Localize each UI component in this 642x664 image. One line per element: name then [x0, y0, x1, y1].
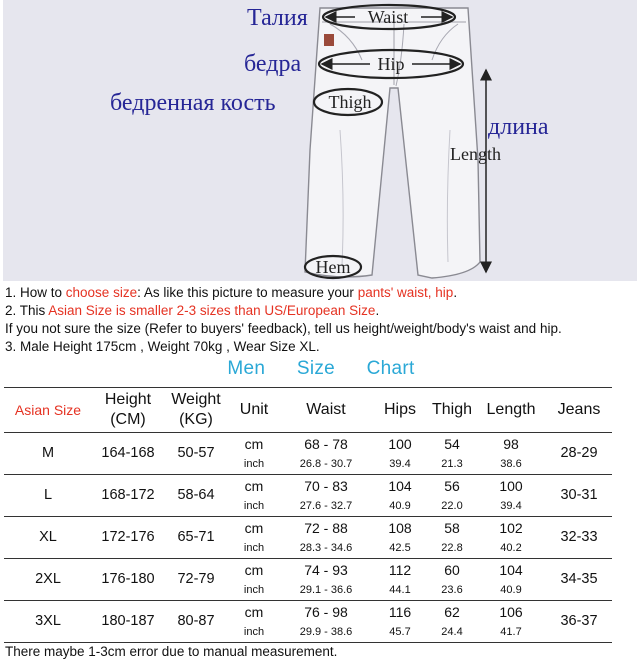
row-waist-inch: 26.8 - 30.7: [299, 457, 353, 470]
row-unit-inch: inch: [243, 457, 265, 470]
row-waist-cm: 70 - 83: [304, 477, 348, 494]
header-jeans-text: Jeans: [557, 401, 601, 418]
row-length-cm: 104: [499, 561, 523, 578]
row-weight: 80-87: [177, 613, 215, 629]
row-height: 168-172: [101, 487, 155, 503]
size-chart-title: [0, 358, 642, 380]
note-1-c: : As like this picture to measure your: [137, 285, 358, 300]
header-length: [476, 388, 546, 432]
row-jeans: 36-37: [560, 613, 598, 629]
row-hips-inch: 42.5: [389, 541, 411, 554]
row-length-cm: 98: [503, 435, 519, 452]
hip-label-ru: бедра: [244, 51, 302, 77]
row-length-inch: 41.7: [500, 625, 522, 638]
header-asian-size-text: Asian Size: [14, 402, 82, 418]
row-thigh-inch: 23.6: [441, 583, 463, 596]
row-waist-inch: 29.1 - 36.6: [299, 583, 353, 596]
header-waist-text: Waist: [306, 401, 346, 418]
pants-tag: [324, 34, 334, 46]
row-height: 180-187: [101, 613, 155, 629]
row-height: 164-168: [101, 445, 155, 461]
header-unit-text: Unit: [239, 401, 269, 418]
row-thigh-inch: 22.8: [441, 541, 463, 554]
note-2-a: 2. This: [5, 303, 49, 318]
row-weight: 65-71: [177, 529, 215, 545]
header-weight: [164, 388, 228, 432]
row-waist-cm: 68 - 78: [304, 435, 348, 452]
row-waist-inch: 29.9 - 38.6: [299, 625, 353, 638]
row-jeans: 34-35: [560, 571, 598, 587]
header-thigh: [428, 388, 476, 432]
row-length-cm: 100: [499, 477, 523, 494]
note-1-waist-hip: pants' waist, hip: [357, 285, 454, 300]
waist-label-en: Waist: [367, 7, 409, 27]
row-size: XL: [39, 529, 57, 545]
row-length-inch: 39.4: [500, 499, 522, 512]
header-height-line1: Height: [104, 391, 152, 408]
header-jeans: [546, 388, 612, 432]
note-2-c: .: [375, 303, 380, 318]
row-size: 3XL: [35, 613, 61, 629]
row-waist-cm: 76 - 98: [304, 603, 348, 620]
row-hips-cm: 116: [388, 603, 412, 620]
row-size: 2XL: [35, 571, 61, 587]
note-1-e: .: [453, 285, 458, 300]
row-size: L: [43, 487, 53, 503]
row-hips-inch: 45.7: [389, 625, 411, 638]
hip-label-en: Hip: [377, 54, 405, 74]
row-jeans: 28-29: [560, 445, 598, 461]
row-hips-inch: 44.1: [389, 583, 411, 596]
row-hips-cm: 100: [388, 435, 412, 452]
row-length-cm: 106: [499, 603, 523, 620]
row-thigh-cm: 62: [444, 603, 460, 620]
row-waist-inch: 28.3 - 34.6: [299, 541, 353, 554]
title-word-men: Men: [227, 358, 266, 379]
header-asian-size: [4, 388, 92, 432]
row-length-cm: 102: [499, 519, 523, 536]
row-thigh-cm: 60: [444, 561, 460, 578]
row-hips-cm: 108: [388, 519, 412, 536]
note-line-2: [5, 302, 379, 319]
header-height-line2: (CM): [110, 411, 146, 428]
row-weight: 50-57: [177, 445, 215, 461]
row-thigh-inch: 22.0: [441, 499, 463, 512]
header-weight-text: [171, 390, 221, 430]
row-waist-cm: 72 - 88: [304, 519, 348, 536]
row-unit-inch: inch: [243, 583, 265, 596]
row-unit-inch: inch: [243, 541, 265, 554]
pants-measurement-diagram: [0, 0, 642, 284]
note-line-4: 3. Male Height 175cm , Weight 70kg , Wear Size XL.: [5, 339, 320, 354]
row-thigh-inch: 21.3: [441, 457, 463, 470]
row-length-inch: 40.9: [500, 583, 522, 596]
header-weight-line2: (KG): [179, 411, 213, 428]
hem-label-en: Hem: [315, 257, 351, 277]
row-height: 172-176: [101, 529, 155, 545]
row-thigh-cm: 56: [444, 477, 460, 494]
row-unit-inch: inch: [243, 499, 265, 512]
header-thigh-text: Thigh: [431, 401, 473, 418]
note-1-choose-size: choose size: [65, 285, 138, 300]
row-length-inch: 38.6: [500, 457, 522, 470]
note-1-a: 1. How to: [5, 285, 66, 300]
header-length-text: Length: [486, 401, 536, 418]
row-unit-cm: cm: [244, 477, 264, 494]
row-length-inch: 40.2: [500, 541, 522, 554]
thigh-label-ru: бедренная кость: [110, 90, 276, 116]
header-height: [92, 388, 164, 432]
header-hips: [372, 388, 428, 432]
thigh-label-en: Thigh: [328, 92, 372, 112]
row-size: M: [41, 445, 55, 461]
row-height: 176-180: [101, 571, 155, 587]
row-waist-cm: 74 - 93: [304, 561, 348, 578]
row-hips-inch: 40.9: [389, 499, 411, 512]
header-weight-line1: Weight: [171, 391, 221, 408]
row-unit-cm: cm: [244, 603, 264, 620]
row-unit-cm: cm: [244, 435, 264, 452]
note-2-asian-size: Asian Size is smaller 2-3 sizes than US/European Size: [48, 303, 376, 318]
row-weight: 58-64: [177, 487, 215, 503]
row-unit-cm: cm: [244, 561, 264, 578]
row-unit-cm: cm: [244, 519, 264, 536]
row-thigh-cm: 58: [444, 519, 460, 536]
header-unit: [228, 388, 280, 432]
length-label-en: Length: [450, 144, 501, 164]
row-hips-inch: 39.4: [389, 457, 411, 470]
note-line-3: If you not sure the size (Refer to buyers' feedback), tell us height/weight/body's waist and hip.: [5, 321, 562, 336]
row-thigh-inch: 24.4: [441, 625, 463, 638]
title-word-chart: Chart: [366, 358, 415, 379]
header-waist: [280, 388, 372, 432]
waist-label-ru: Талия: [247, 5, 308, 31]
row-waist-inch: 27.6 - 32.7: [299, 499, 353, 512]
row-jeans: 32-33: [560, 529, 598, 545]
header-height-text: [105, 390, 151, 430]
row-thigh-cm: 54: [444, 435, 460, 452]
row-weight: 72-79: [177, 571, 215, 587]
header-hips-text: Hips: [383, 401, 416, 418]
note-line-1: [5, 284, 457, 301]
row-hips-cm: 104: [388, 477, 412, 494]
row-jeans: 30-31: [560, 487, 598, 503]
footer-note: There maybe 1-3cm error due to manual measurement.: [5, 644, 338, 659]
row-hips-cm: 112: [388, 561, 412, 578]
title-word-size: Size: [296, 358, 336, 379]
length-label-ru: длина: [488, 114, 549, 140]
row-unit-inch: inch: [243, 625, 265, 638]
